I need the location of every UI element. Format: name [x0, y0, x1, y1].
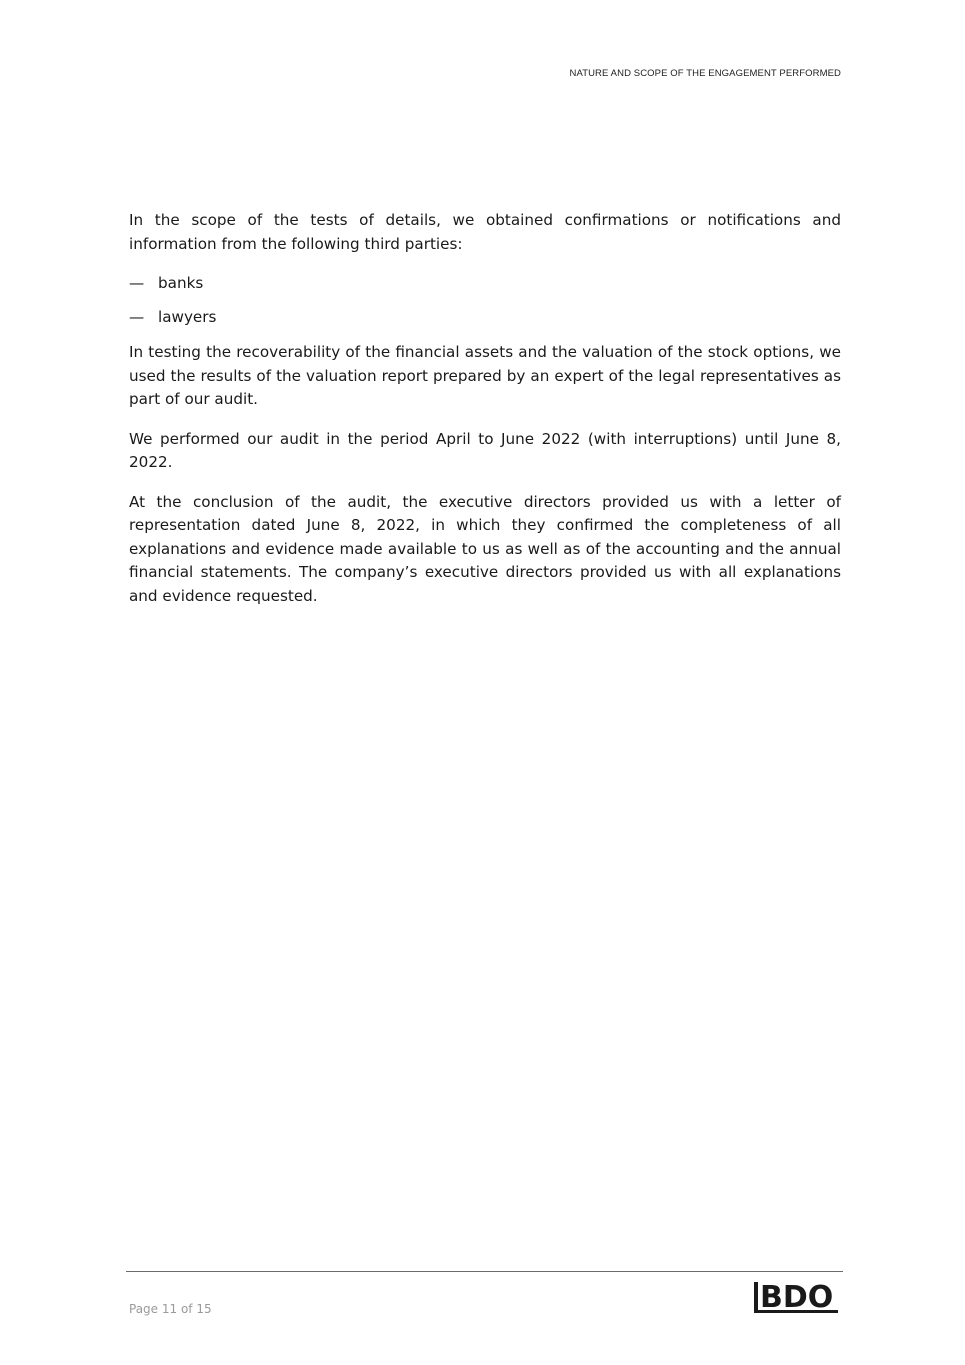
running-header: NATURE AND SCOPE OF THE ENGAGEMENT PERFORMED	[569, 68, 841, 79]
paragraph-audit-period: We performed our audit in the period April to June 2022 (with interruptions) until June 8, 2022.	[129, 429, 841, 471]
paragraph-valuation: In testing the recoverability of the financial assets and the valuation of the stock options, we used the results of the valuation report prepared by an expert of the legal representatives as part of our audit.	[129, 343, 841, 408]
paragraph-representation-letter: At the conclusion of the audit, the executive directors provided us with a letter of representation dated June 8, 2022, in which they confirmed the completeness of all explanations and evidence made available to us as well as of the accounting and the annual financial statements. The company’s executive directors provided us with all explanations and evidence requested.	[129, 492, 841, 605]
footer-divider	[126, 1271, 843, 1272]
list-marker: —	[129, 307, 145, 326]
list-item	[129, 272, 841, 296]
list-item-label: lawyers	[158, 307, 217, 326]
paragraph-third-parties: In the scope of the tests of details, we obtained confirmations or notifications and information from the following third parties:	[129, 211, 841, 253]
list-item-label: banks	[158, 274, 204, 292]
page-number: Page 11 of 15	[129, 1302, 212, 1316]
list-item	[129, 306, 841, 330]
third-party-list	[129, 272, 841, 329]
body-content	[129, 209, 841, 624]
logo-text: BDO	[760, 1280, 834, 1315]
bdo-logo-icon	[752, 1279, 840, 1316]
list-marker: —	[129, 274, 145, 292]
